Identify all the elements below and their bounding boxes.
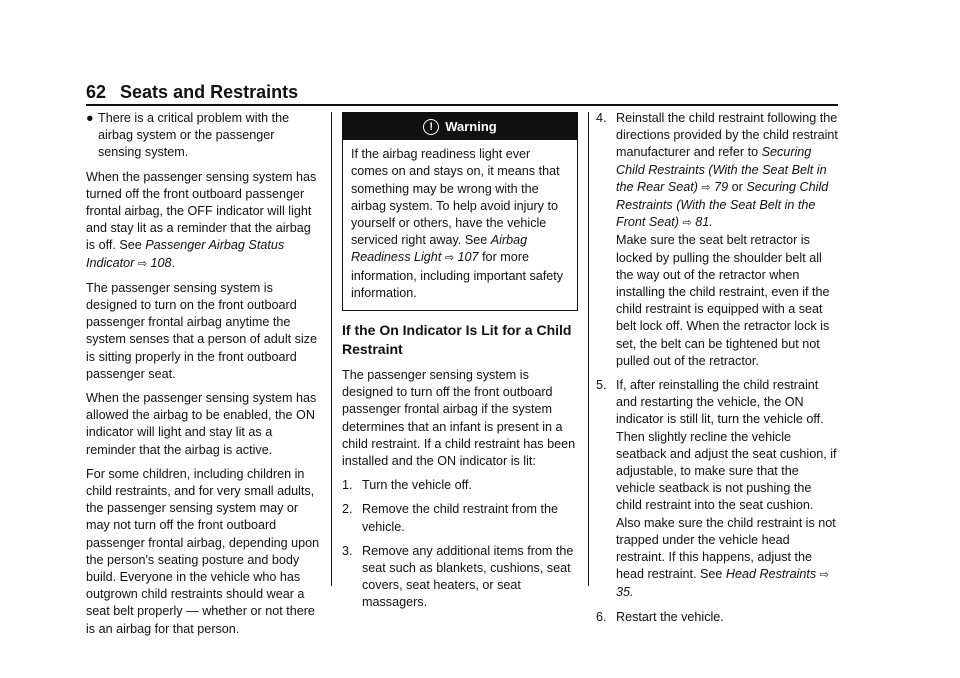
- step-number: 2.: [342, 502, 353, 517]
- list-item: [596, 110, 838, 370]
- warning-title: Warning: [445, 119, 497, 134]
- step-text: Reinstall the child restraint following the directions provided by the child restraint manufacturer and refer to: [616, 111, 838, 160]
- header-rule: [86, 104, 838, 106]
- paragraph: For some children, including children in child restraints, and for very small adults, the passenger sensing system may or may not turn off the front outboard passenger frontal airbag, depending upon the person's seating posture and body build. Everyone in the vehicle who has outgrown child restraints should wear a seat belt properly — whether or not there is an airbag for that person.: [86, 466, 320, 636]
- list-item: [342, 477, 578, 494]
- step-text: Remove any additional items from the seat such as blankets, cushions, seat covers, seat heaters, or seat massagers.: [362, 543, 574, 610]
- section-title: Seats and Restraints: [120, 82, 299, 102]
- step-text: or: [731, 179, 743, 194]
- page-reference[interactable]: 35.: [616, 585, 634, 600]
- warning-header: [343, 113, 577, 140]
- page-ref-icon: ⇨: [444, 252, 455, 265]
- list-item: [342, 501, 578, 535]
- column-2: [342, 110, 578, 619]
- column-3: [596, 110, 838, 633]
- warning-icon: !: [423, 119, 439, 135]
- page-ref-icon: ⇨: [819, 569, 829, 582]
- cross-reference-link[interactable]: Airbag Readiness Light: [351, 233, 528, 265]
- section-heading: If the On Indicator Is Lit for a Child Restraint: [342, 322, 572, 358]
- page-reference[interactable]: 79: [714, 179, 729, 194]
- list-item: [342, 543, 578, 612]
- step-number: 4.: [596, 111, 607, 125]
- cross-reference-link[interactable]: Passenger Airbag Status Indicator: [86, 238, 285, 270]
- step-number: 3.: [342, 543, 353, 558]
- paragraph: The passenger sensing system is designed to turn on the front outboard passenger frontal airbag anytime the system senses that a person of adult size is sitting properly in the front outboard passenger seat.: [86, 280, 318, 381]
- paragraph: When the passenger sensing system has allowed the airbag to be enabled, the ON indicator will light and stay lit as a reminder that the airbag is active.: [86, 391, 317, 457]
- column-divider-2: [588, 112, 589, 586]
- steps-list: [596, 110, 838, 626]
- cross-reference-link[interactable]: Securing Child Restraints (With the Seat Belt in the Rear Seat): [616, 145, 827, 194]
- paragraph-text: When the passenger sensing system has turned off the front outboard passenger frontal airbag, the OFF indicator will light and stay lit as a reminder that the airbag is off. See: [86, 169, 317, 253]
- page-number: 62: [86, 82, 107, 102]
- step-subtext: [616, 515, 838, 602]
- step-text: If, after reinstalling the child restraint and restarting the vehicle, the ON indicator is still lit, turn the vehicle off. Then slightly recline the vehicle seatback and adjust the seat cushion, if adjustable, to make sure that the vehicle seatback is not pushing the child restraint into the seat cushion.: [616, 378, 837, 513]
- bullet-icon: ●: [86, 111, 94, 125]
- list-item: [596, 377, 838, 602]
- page-ref-icon: ⇨: [137, 257, 148, 270]
- step-text: Restart the vehicle.: [616, 609, 724, 624]
- paragraph: When the passenger sensing system has turned off the front outboard passenger frontal airbag, the OFF indicator will light and stay lit as a reminder that the airbag is off. See Passenger Airbag Status Indicator ⇨ 108.: [86, 169, 317, 270]
- warning-body: [343, 140, 577, 310]
- step-number: 1.: [342, 478, 353, 493]
- page-header: [86, 82, 838, 103]
- step-subtext: Make sure the seat belt retractor is locked by pulling the shoulder belt all the way out of the retractor when installing the child restraint, even if the child restraint is equipped with a seat belt lock off. When the retractor lock is set, the belt can be tightened but not pulled out of the retractor.: [616, 233, 830, 368]
- page-ref-icon: ⇨: [682, 217, 692, 230]
- page-reference[interactable]: 107: [457, 250, 479, 265]
- step-number: 5.: [596, 378, 607, 393]
- column-1: [86, 110, 320, 645]
- column-divider-1: [331, 112, 332, 586]
- cross-reference-link[interactable]: Securing Child Restraints (With the Seat Belt in the Front Seat): [616, 179, 829, 230]
- steps-list: [342, 477, 578, 611]
- warning-text: for more information, including important safety information.: [351, 250, 564, 300]
- list-item: [596, 609, 838, 626]
- step-subtext-text: Also make sure the child restraint is not trapped under the vehicle head restraint. If this happens, adjust the head restraint. See: [616, 515, 836, 582]
- page-reference[interactable]: 81.: [695, 215, 713, 230]
- step-text: Turn the vehicle off.: [362, 478, 472, 493]
- paragraph: The passenger sensing system is designed to turn off the front outboard passenger frontal airbag if the system determines that an infant is present in a child restraint. If a child restraint has been installed and the ON indicator is lit:: [342, 368, 576, 469]
- warning-text: If the airbag readiness light ever comes on and stays on, it means that something may be wrong with the airbag system. To help avoid injury to yourself or others, have the vehicle serviced right away. See: [351, 147, 560, 248]
- cross-reference-link[interactable]: Head Restraints: [725, 567, 817, 582]
- step-number: 6.: [596, 609, 607, 624]
- step-text: Remove the child restraint from the vehicle.: [362, 502, 558, 534]
- page-reference[interactable]: 108: [150, 255, 172, 270]
- bullet-item: [86, 110, 320, 162]
- bullet-text: There is a critical problem with the airbag system or the passenger sensing system.: [98, 111, 290, 160]
- warning-box: [342, 112, 578, 311]
- page-ref-icon: ⇨: [701, 181, 711, 194]
